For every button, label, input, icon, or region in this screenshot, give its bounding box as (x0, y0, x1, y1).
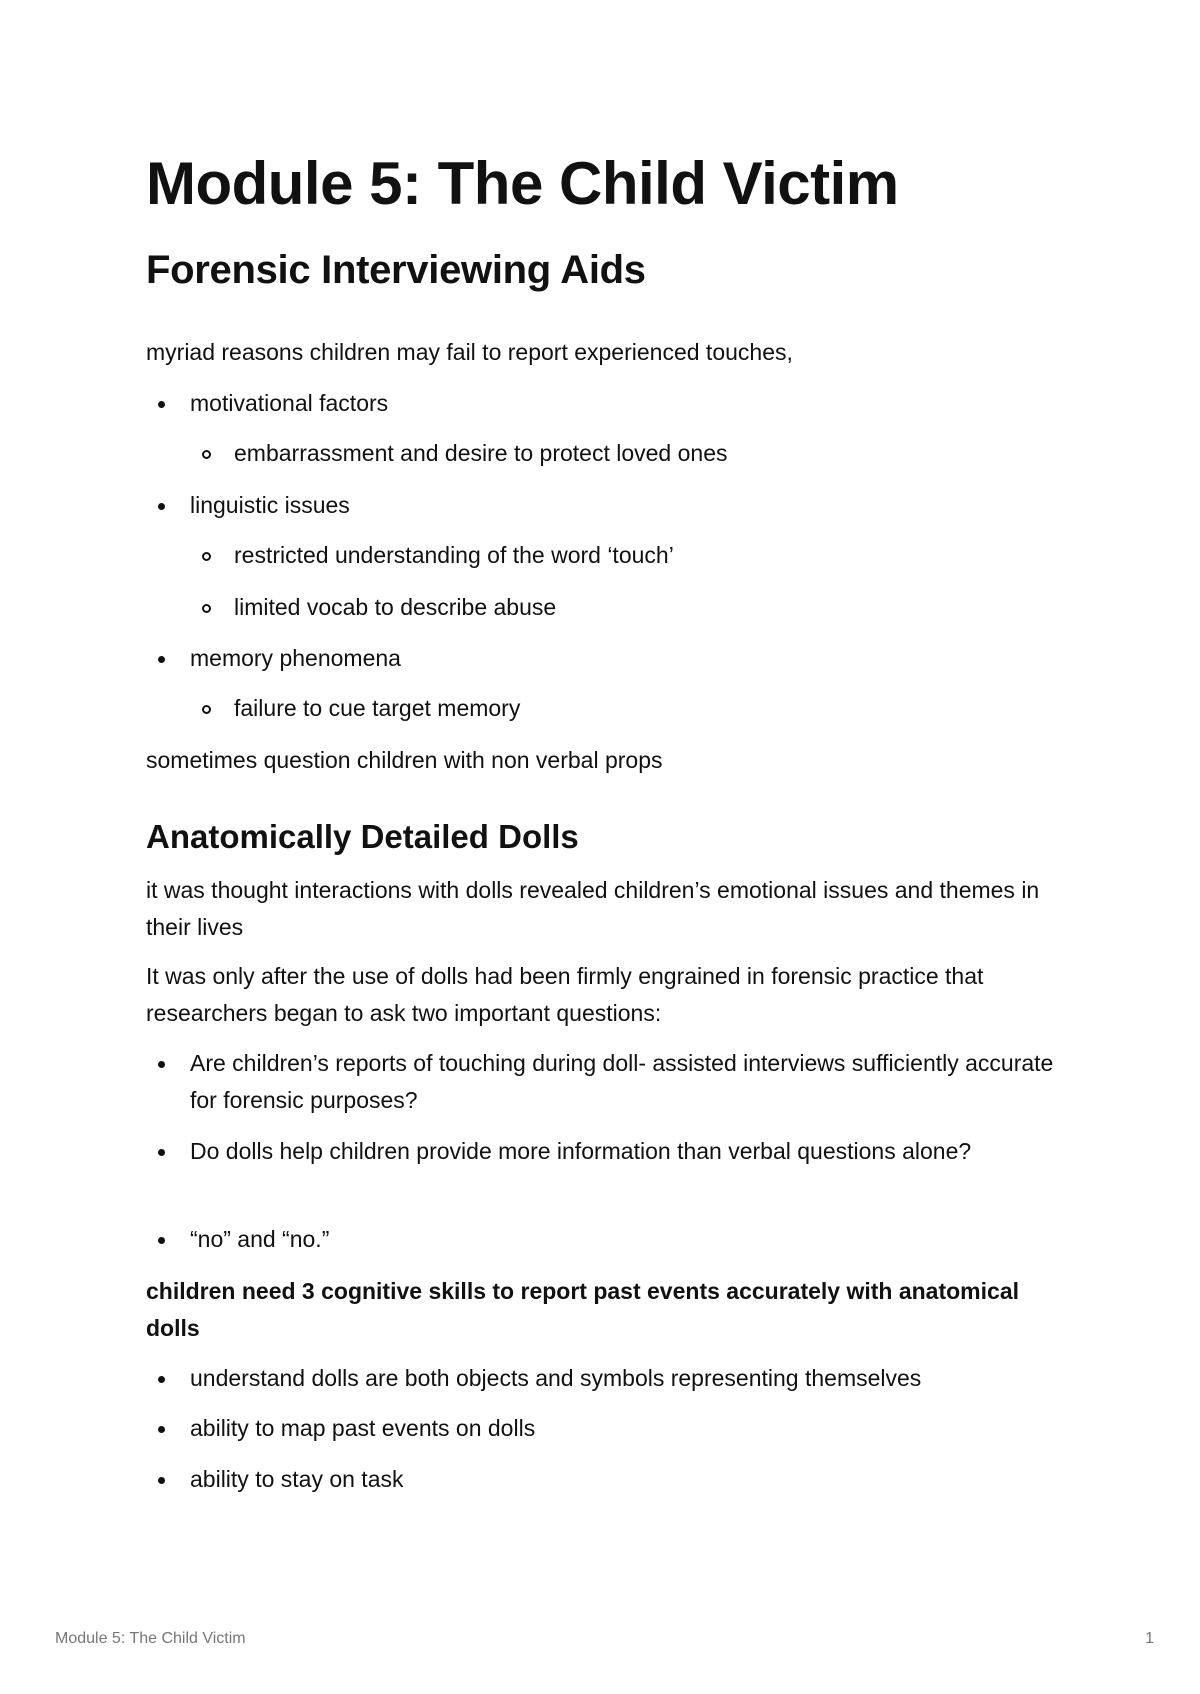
list-item (190, 1133, 1066, 1170)
list-item (190, 1360, 1066, 1397)
list-item (234, 537, 1066, 574)
list-item-text: Do dolls help children provide more information than verbal questions alone? (190, 1138, 972, 1164)
bullet-circle-icon (202, 705, 211, 714)
list-item-text: ability to map past events on dolls (190, 1415, 536, 1441)
list-item (190, 487, 1066, 524)
document-title: Module 5: The Child Victim (146, 150, 899, 217)
list-item-text: motivational factors (190, 390, 389, 416)
paragraph-bold-skills: children need 3 cognitive skills to report past events accurately with anatomical dolls (146, 1278, 1020, 1341)
section-heading-dolls: Anatomically Detailed Dolls (146, 818, 579, 855)
list-item-text: restricted understanding of the word ‘touch’ (234, 542, 674, 568)
paragraph-outro: sometimes question children with non verbal props (146, 747, 663, 773)
list-item-text: linguistic issues (190, 492, 350, 518)
list-item-text: limited vocab to describe abuse (234, 594, 557, 620)
list-item (190, 1461, 1066, 1498)
list-item (190, 1045, 1066, 1119)
footer-title: Module 5: The Child Victim (55, 1630, 246, 1647)
section-heading-forensic-aids: Forensic Interviewing Aids (146, 248, 646, 292)
bullet-disc-icon (158, 1237, 165, 1244)
bullet-disc-icon (158, 1149, 165, 1156)
bullet-circle-icon (202, 552, 211, 561)
list-item-text: ability to stay on task (190, 1466, 404, 1492)
list-item (190, 1410, 1066, 1447)
list-item (190, 385, 1066, 422)
bullet-disc-icon (158, 1376, 165, 1383)
list-item-text: Are children’s reports of touching during doll- assisted interviews sufficiently accurate for forensic purposes? (190, 1050, 1054, 1113)
list-item (234, 690, 1066, 727)
paragraph-intro: myriad reasons children may fail to report experienced touches, (146, 339, 793, 365)
list-item (190, 640, 1066, 677)
bullet-circle-icon (202, 450, 211, 459)
bullet-disc-icon (158, 503, 165, 510)
bullet-disc-icon (158, 401, 165, 408)
list-item-text: understand dolls are both objects and symbols representing themselves (190, 1365, 922, 1391)
bullet-circle-icon (202, 604, 211, 613)
page-number: 1 (1145, 1630, 1154, 1647)
list-item (234, 435, 1066, 472)
paragraph-dolls-1: it was thought interactions with dolls revealed children’s emotional issues and themes in their lives (146, 877, 1040, 940)
paragraph-dolls-2: It was only after the use of dolls had been firmly engrained in forensic practice that researchers began to ask two important questions: (146, 963, 984, 1026)
list-item-text: embarrassment and desire to protect loved ones (234, 440, 728, 466)
bullet-disc-icon (158, 1426, 165, 1433)
bullet-disc-icon (158, 656, 165, 663)
bullet-disc-icon (158, 1061, 165, 1068)
bullet-disc-icon (158, 1477, 165, 1484)
list-item-text: “no” and “no.” (190, 1226, 330, 1252)
list-item-text: memory phenomena (190, 645, 401, 671)
list-item (234, 589, 1066, 626)
list-item (190, 1221, 1066, 1258)
page-footer (0, 1630, 1200, 1654)
list-item-text: failure to cue target memory (234, 695, 521, 721)
